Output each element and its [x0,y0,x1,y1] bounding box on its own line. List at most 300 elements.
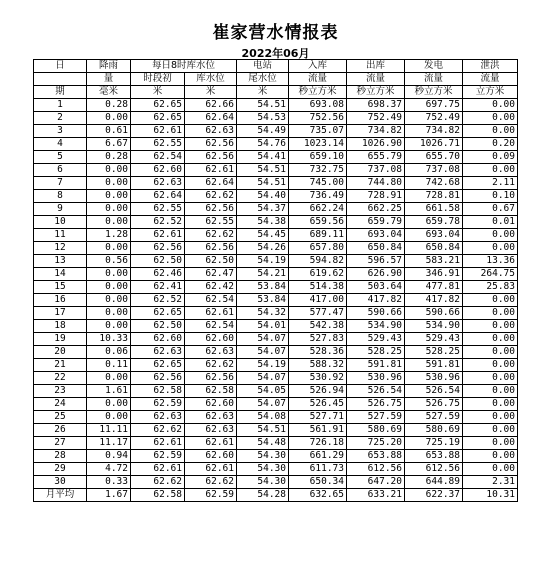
cell-day: 21 [34,359,87,372]
cell-day: 13 [34,255,87,268]
cell-tail-level: 54.53 [237,112,289,125]
cell-level-avg: 62.50 [185,255,237,268]
header-row-2 [34,73,518,86]
cell-rain: 0.28 [87,99,131,112]
cell-day: 29 [34,463,87,476]
cell-inflow: 659.56 [289,216,347,229]
cell-level-start: 62.59 [131,450,185,463]
cell-day: 14 [34,268,87,281]
cell-flood-flow: 0.00 [463,411,518,424]
cell-rain: 1.67 [87,489,131,502]
table-row [34,138,518,151]
table-row [34,398,518,411]
table-row [34,463,518,476]
header3-unit-c: 米 [237,86,289,99]
cell-level-start: 62.46 [131,268,185,281]
cell-day: 16 [34,294,87,307]
cell-inflow: 528.36 [289,346,347,359]
cell-power-flow: 526.75 [405,398,463,411]
cell-tail-level: 54.49 [237,125,289,138]
cell-level-avg: 62.54 [185,320,237,333]
table-row [34,359,518,372]
cell-tail-level: 54.48 [237,437,289,450]
cell-power-flow: 622.37 [405,489,463,502]
cell-level-avg: 62.58 [185,385,237,398]
cell-tail-level: 54.76 [237,138,289,151]
cell-tail-level: 54.19 [237,359,289,372]
cell-flood-flow: 0.00 [463,450,518,463]
cell-flood-flow: 0.00 [463,437,518,450]
cell-level-start: 62.65 [131,112,185,125]
cell-rain: 4.72 [87,463,131,476]
header3-unit-d: 秒立方米 [289,86,347,99]
cell-inflow: 527.83 [289,333,347,346]
header2-flow-d: 流量 [463,73,518,86]
cell-power-flow: 659.78 [405,216,463,229]
cell-rain: 0.00 [87,112,131,125]
cell-outflow: 655.79 [347,151,405,164]
cell-tail-level: 53.84 [237,294,289,307]
cell-tail-level: 54.45 [237,229,289,242]
cell-inflow: 732.75 [289,164,347,177]
cell-day: 8 [34,190,87,203]
cell-day: 25 [34,411,87,424]
cell-power-flow: 477.81 [405,281,463,294]
cell-level-avg: 62.63 [185,424,237,437]
cell-flood-flow: 0.00 [463,320,518,333]
cell-outflow: 626.90 [347,268,405,281]
cell-power-flow: 650.84 [405,242,463,255]
cell-tail-level: 54.51 [237,164,289,177]
cell-level-avg: 62.56 [185,138,237,151]
cell-day: 7 [34,177,87,190]
cell-flood-flow: 0.67 [463,203,518,216]
cell-power-flow: 528.25 [405,346,463,359]
cell-rain: 10.33 [87,333,131,346]
cell-outflow: 725.20 [347,437,405,450]
cell-outflow: 728.91 [347,190,405,203]
cell-outflow: 650.84 [347,242,405,255]
cell-outflow: 612.56 [347,463,405,476]
cell-level-start: 62.63 [131,346,185,359]
table-row [34,424,518,437]
cell-outflow: 737.08 [347,164,405,177]
cell-outflow: 633.21 [347,489,405,502]
cell-flood-flow: 2.11 [463,177,518,190]
cell-tail-level: 54.51 [237,99,289,112]
cell-flood-flow: 10.31 [463,489,518,502]
cell-level-avg: 62.47 [185,268,237,281]
cell-inflow: 1023.14 [289,138,347,151]
cell-level-avg: 62.62 [185,476,237,489]
cell-outflow: 526.75 [347,398,405,411]
cell-level-start: 62.61 [131,229,185,242]
cell-flood-flow: 0.00 [463,294,518,307]
cell-rain: 11.11 [87,424,131,437]
cell-level-avg: 62.64 [185,177,237,190]
cell-level-start: 62.60 [131,164,185,177]
cell-tail-level: 54.30 [237,463,289,476]
cell-rain: 0.94 [87,450,131,463]
cell-level-start: 62.58 [131,385,185,398]
table-row [34,255,518,268]
cell-tail-level: 54.51 [237,177,289,190]
cell-level-avg: 62.56 [185,242,237,255]
cell-power-flow: 725.19 [405,437,463,450]
cell-flood-flow: 0.10 [463,190,518,203]
cell-rain: 1.61 [87,385,131,398]
cell-rain: 6.67 [87,138,131,151]
cell-level-start: 62.65 [131,307,185,320]
cell-tail-level: 53.84 [237,281,289,294]
cell-power-flow: 612.56 [405,463,463,476]
cell-outflow: 734.82 [347,125,405,138]
cell-rain: 1.28 [87,229,131,242]
table-row [34,346,518,359]
cell-outflow: 596.57 [347,255,405,268]
cell-tail-level: 54.26 [237,242,289,255]
table-row [34,112,518,125]
cell-power-flow: 737.08 [405,164,463,177]
cell-level-avg: 62.61 [185,164,237,177]
cell-level-start: 62.52 [131,294,185,307]
cell-rain: 0.00 [87,320,131,333]
cell-inflow: 594.82 [289,255,347,268]
cell-tail-level: 54.32 [237,307,289,320]
cell-tail-level: 54.01 [237,320,289,333]
cell-tail-level: 54.05 [237,385,289,398]
cell-rain: 0.00 [87,411,131,424]
table-row [34,99,518,112]
cell-level-avg: 62.55 [185,216,237,229]
cell-rain: 0.28 [87,151,131,164]
cell-flood-flow: 0.00 [463,333,518,346]
table-row [34,450,518,463]
cell-power-flow: 653.88 [405,450,463,463]
cell-level-start: 62.52 [131,216,185,229]
cell-level-avg: 62.60 [185,450,237,463]
cell-level-avg: 62.62 [185,190,237,203]
cell-power-flow: 655.70 [405,151,463,164]
cell-outflow: 744.80 [347,177,405,190]
table-row [34,320,518,333]
cell-day: 17 [34,307,87,320]
cell-level-avg: 62.63 [185,125,237,138]
header3-unit-f: 秒立方米 [405,86,463,99]
cell-day: 4 [34,138,87,151]
cell-power-flow: 693.04 [405,229,463,242]
cell-rain: 0.00 [87,281,131,294]
table-row [34,203,518,216]
cell-power-flow: 529.43 [405,333,463,346]
cell-flood-flow: 0.00 [463,164,518,177]
table-row [34,437,518,450]
cell-tail-level: 54.30 [237,450,289,463]
cell-outflow: 526.54 [347,385,405,398]
table-row [34,333,518,346]
cell-level-start: 62.59 [131,398,185,411]
cell-flood-flow: 264.75 [463,268,518,281]
cell-outflow: 528.25 [347,346,405,359]
cell-day: 5 [34,151,87,164]
cell-inflow: 561.91 [289,424,347,437]
cell-outflow: 527.59 [347,411,405,424]
cell-level-avg: 62.63 [185,346,237,359]
header-row-3 [34,86,518,99]
header-inflow: 入库 [289,60,347,73]
cell-level-start: 62.50 [131,320,185,333]
table-row [34,177,518,190]
cell-power-flow: 734.82 [405,125,463,138]
cell-inflow: 693.08 [289,99,347,112]
cell-rain: 0.00 [87,164,131,177]
cell-power-flow: 1026.71 [405,138,463,151]
header-row-1 [34,60,518,73]
cell-rain: 0.00 [87,398,131,411]
cell-inflow: 745.00 [289,177,347,190]
header2-date [34,73,87,86]
header2-flow-a: 流量 [289,73,347,86]
cell-level-avg: 62.56 [185,151,237,164]
table-row [34,216,518,229]
cell-flood-flow: 0.00 [463,125,518,138]
cell-power-flow: 346.91 [405,268,463,281]
cell-level-start: 62.65 [131,99,185,112]
cell-inflow: 752.56 [289,112,347,125]
cell-day: 22 [34,372,87,385]
report-title: 崔家营水情报表 [212,23,339,43]
cell-power-flow: 742.68 [405,177,463,190]
cell-power-flow: 591.81 [405,359,463,372]
header-date: 日 [34,60,87,73]
header-station: 电站 [237,60,289,73]
cell-outflow: 591.81 [347,359,405,372]
cell-tail-level: 54.51 [237,424,289,437]
cell-flood-flow: 2.31 [463,476,518,489]
cell-day: 6 [34,164,87,177]
cell-power-flow: 752.49 [405,112,463,125]
cell-day: 23 [34,385,87,398]
cell-day: 1 [34,99,87,112]
cell-level-start: 62.61 [131,463,185,476]
cell-inflow: 588.32 [289,359,347,372]
cell-level-start: 62.50 [131,255,185,268]
cell-power-flow: 583.21 [405,255,463,268]
cell-level-avg: 62.64 [185,112,237,125]
cell-level-avg: 62.61 [185,307,237,320]
cell-inflow: 735.07 [289,125,347,138]
cell-day: 12 [34,242,87,255]
cell-level-start: 62.62 [131,476,185,489]
cell-inflow: 736.49 [289,190,347,203]
cell-level-avg: 62.61 [185,463,237,476]
cell-outflow: 590.66 [347,307,405,320]
table-row [34,242,518,255]
cell-inflow: 657.80 [289,242,347,255]
header2-rain: 量 [87,73,131,86]
cell-power-flow: 530.96 [405,372,463,385]
cell-flood-flow: 25.83 [463,281,518,294]
cell-level-avg: 62.61 [185,437,237,450]
cell-inflow: 527.71 [289,411,347,424]
cell-flood-flow: 0.00 [463,229,518,242]
header3-unit-e: 秒立方米 [347,86,405,99]
cell-flood-flow: 0.00 [463,359,518,372]
cell-flood-flow: 0.00 [463,242,518,255]
cell-outflow: 534.90 [347,320,405,333]
cell-day: 20 [34,346,87,359]
header-rain: 降雨 [87,60,131,73]
table-row [34,125,518,138]
cell-inflow: 530.92 [289,372,347,385]
cell-tail-level: 54.19 [237,255,289,268]
table-row [34,385,518,398]
cell-day: 11 [34,229,87,242]
cell-day: 9 [34,203,87,216]
cell-outflow: 659.79 [347,216,405,229]
cell-tail-level: 54.38 [237,216,289,229]
cell-inflow: 662.24 [289,203,347,216]
table-row [34,294,518,307]
cell-power-flow: 417.82 [405,294,463,307]
cell-outflow: 580.69 [347,424,405,437]
cell-level-start: 62.65 [131,359,185,372]
cell-flood-flow: 0.20 [463,138,518,151]
cell-level-start: 62.55 [131,203,185,216]
cell-tail-level: 54.07 [237,372,289,385]
cell-rain: 0.00 [87,203,131,216]
cell-flood-flow: 0.00 [463,346,518,359]
cell-level-start: 62.56 [131,242,185,255]
header2-tail: 尾水位 [237,73,289,86]
cell-level-start: 62.62 [131,424,185,437]
cell-tail-level: 54.08 [237,411,289,424]
cell-level-start: 62.55 [131,138,185,151]
header2-start: 时段初 [131,73,185,86]
cell-level-avg: 62.42 [185,281,237,294]
cell-power-flow: 590.66 [405,307,463,320]
cell-outflow: 529.43 [347,333,405,346]
cell-outflow: 662.25 [347,203,405,216]
cell-level-start: 62.61 [131,437,185,450]
cell-flood-flow: 0.00 [463,372,518,385]
cell-day: 10 [34,216,87,229]
table-row [34,229,518,242]
header-outflow: 出库 [347,60,405,73]
cell-day: 24 [34,398,87,411]
cell-outflow: 1026.90 [347,138,405,151]
cell-level-start: 62.54 [131,151,185,164]
header3-date: 期 [34,86,87,99]
cell-rain: 0.00 [87,216,131,229]
cell-day: 27 [34,437,87,450]
cell-level-avg: 62.54 [185,294,237,307]
header-flood: 泄洪 [463,60,518,73]
cell-outflow: 503.64 [347,281,405,294]
cell-flood-flow: 0.00 [463,385,518,398]
cell-tail-level: 54.07 [237,333,289,346]
table-row [34,411,518,424]
cell-level-avg: 62.60 [185,333,237,346]
cell-tail-level: 54.37 [237,203,289,216]
cell-level-avg: 62.66 [185,99,237,112]
cell-inflow: 689.11 [289,229,347,242]
cell-rain: 11.17 [87,437,131,450]
table-row [34,476,518,489]
cell-flood-flow: 0.00 [463,424,518,437]
cell-tail-level: 54.30 [237,476,289,489]
cell-rain: 0.56 [87,255,131,268]
cell-flood-flow: 0.00 [463,112,518,125]
cell-rain: 0.00 [87,307,131,320]
cell-level-avg: 62.59 [185,489,237,502]
cell-rain: 0.11 [87,359,131,372]
cell-inflow: 650.34 [289,476,347,489]
cell-flood-flow: 0.01 [463,216,518,229]
table-row [34,372,518,385]
cell-inflow: 577.47 [289,307,347,320]
cell-level-avg: 62.56 [185,203,237,216]
cell-flood-flow: 13.36 [463,255,518,268]
cell-day: 月平均 [34,489,87,502]
cell-flood-flow: 0.09 [463,151,518,164]
cell-flood-flow: 0.00 [463,99,518,112]
cell-power-flow: 534.90 [405,320,463,333]
cell-flood-flow: 0.00 [463,398,518,411]
cell-power-flow: 697.75 [405,99,463,112]
table-row [34,151,518,164]
cell-level-start: 62.63 [131,177,185,190]
header3-rain-unit: 毫米 [87,86,131,99]
cell-day: 15 [34,281,87,294]
cell-outflow: 752.49 [347,112,405,125]
header3-unit-b: 米 [185,86,237,99]
cell-level-avg: 62.62 [185,359,237,372]
cell-rain: 0.06 [87,346,131,359]
cell-level-start: 62.60 [131,333,185,346]
header2-flow-b: 流量 [347,73,405,86]
cell-level-start: 62.64 [131,190,185,203]
cell-inflow: 417.00 [289,294,347,307]
table-row [34,268,518,281]
cell-inflow: 661.29 [289,450,347,463]
cell-level-avg: 62.63 [185,411,237,424]
cell-outflow: 698.37 [347,99,405,112]
header3-unit-a: 米 [131,86,185,99]
cell-day: 18 [34,320,87,333]
cell-rain: 0.33 [87,476,131,489]
cell-inflow: 726.18 [289,437,347,450]
cell-tail-level: 54.07 [237,398,289,411]
cell-day: 3 [34,125,87,138]
cell-tail-level: 54.21 [237,268,289,281]
table-row [34,307,518,320]
cell-day: 19 [34,333,87,346]
cell-tail-level: 54.28 [237,489,289,502]
cell-level-start: 62.56 [131,372,185,385]
cell-rain: 0.00 [87,177,131,190]
cell-rain: 0.00 [87,294,131,307]
cell-level-start: 62.58 [131,489,185,502]
cell-outflow: 647.20 [347,476,405,489]
cell-power-flow: 661.58 [405,203,463,216]
cell-inflow: 526.94 [289,385,347,398]
water-report-table [33,59,518,502]
average-row [34,489,518,502]
cell-level-avg: 62.60 [185,398,237,411]
cell-tail-level: 54.41 [237,151,289,164]
table-row [34,281,518,294]
